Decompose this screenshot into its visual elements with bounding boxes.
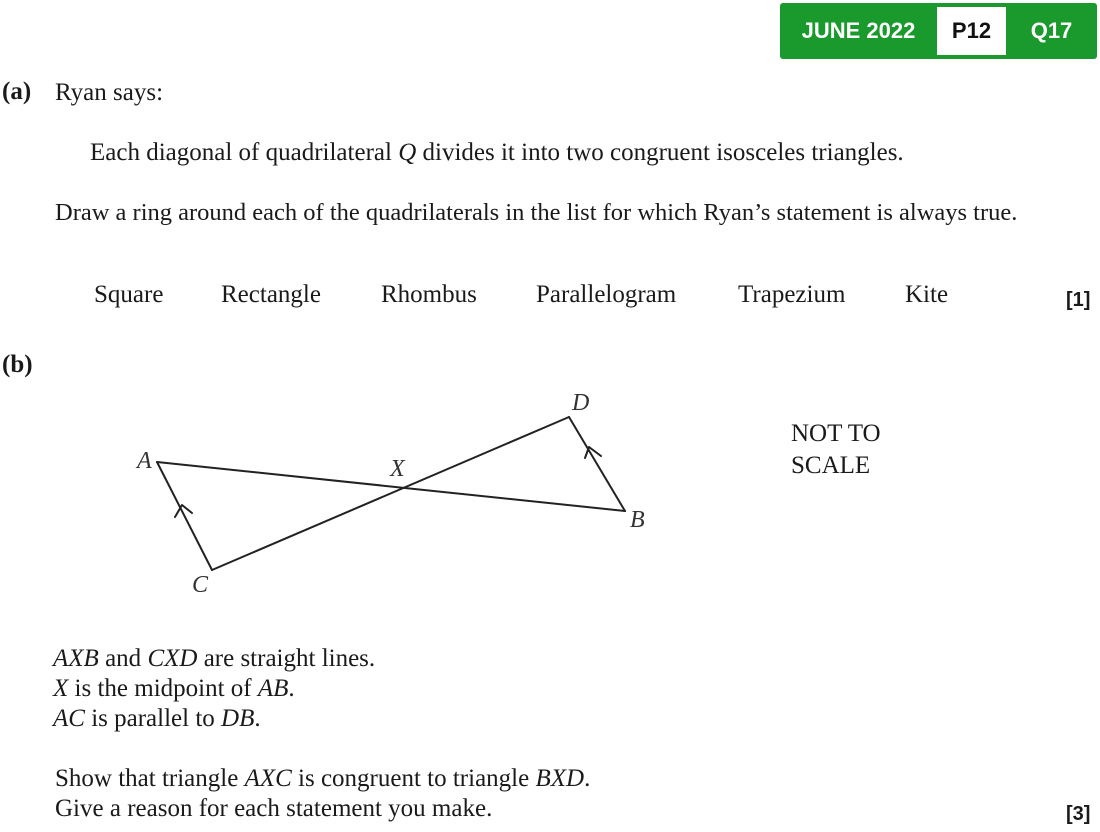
parallel-arrows xyxy=(175,447,601,517)
part-a-label: (a) xyxy=(2,78,32,105)
label-b: B xyxy=(630,507,645,533)
task-line-2: Give a reason for each statement you make. xyxy=(55,795,493,822)
paper-code: P12 xyxy=(937,7,1006,55)
line-db xyxy=(569,417,625,511)
option-rectangle[interactable]: Rectangle xyxy=(221,281,321,308)
part-b-marks: [3] xyxy=(1066,803,1091,825)
var-q: Q xyxy=(398,139,417,166)
part-a-intro: Ryan says: xyxy=(55,79,164,106)
exam-date: JUNE 2022 xyxy=(801,18,916,43)
line-cxd xyxy=(212,417,569,570)
given-line-1: AXB and CXD are straight lines. xyxy=(53,645,376,672)
part-a-marks: [1] xyxy=(1066,289,1091,311)
label-d: D xyxy=(572,390,590,416)
part-a-instruction: Draw a ring around each of the quadrilaterals in the list for which Ryan’s statement is always true. xyxy=(55,199,1018,226)
question-number: Q17 xyxy=(1030,18,1073,43)
label-a: A xyxy=(137,448,152,474)
given-line-3: AC is parallel to DB. xyxy=(53,705,261,732)
option-rhombus[interactable]: Rhombus xyxy=(381,281,477,308)
label-x: X xyxy=(390,456,405,482)
option-trapezium[interactable]: Trapezium xyxy=(738,281,846,308)
option-kite[interactable]: Kite xyxy=(905,281,949,308)
given-facts xyxy=(53,644,375,734)
option-parallelogram[interactable]: Parallelogram xyxy=(536,281,677,308)
option-square[interactable]: Square xyxy=(94,281,164,308)
diagram-lines xyxy=(157,417,625,570)
given-line-2: X is the midpoint of AB. xyxy=(53,675,295,702)
ryan-statement: Each diagonal of quadrilateral Q divides it into two congruent isosceles triangles. xyxy=(90,139,904,166)
not-to-scale-note: NOT TO SCALE xyxy=(791,420,881,479)
line-ac xyxy=(157,462,212,570)
task-line-1: Show that triangle AXC is congruent to triangle BXD. xyxy=(55,765,591,792)
label-c: C xyxy=(192,572,209,598)
part-b-task xyxy=(55,764,590,824)
part-b-label: (b) xyxy=(2,351,33,378)
